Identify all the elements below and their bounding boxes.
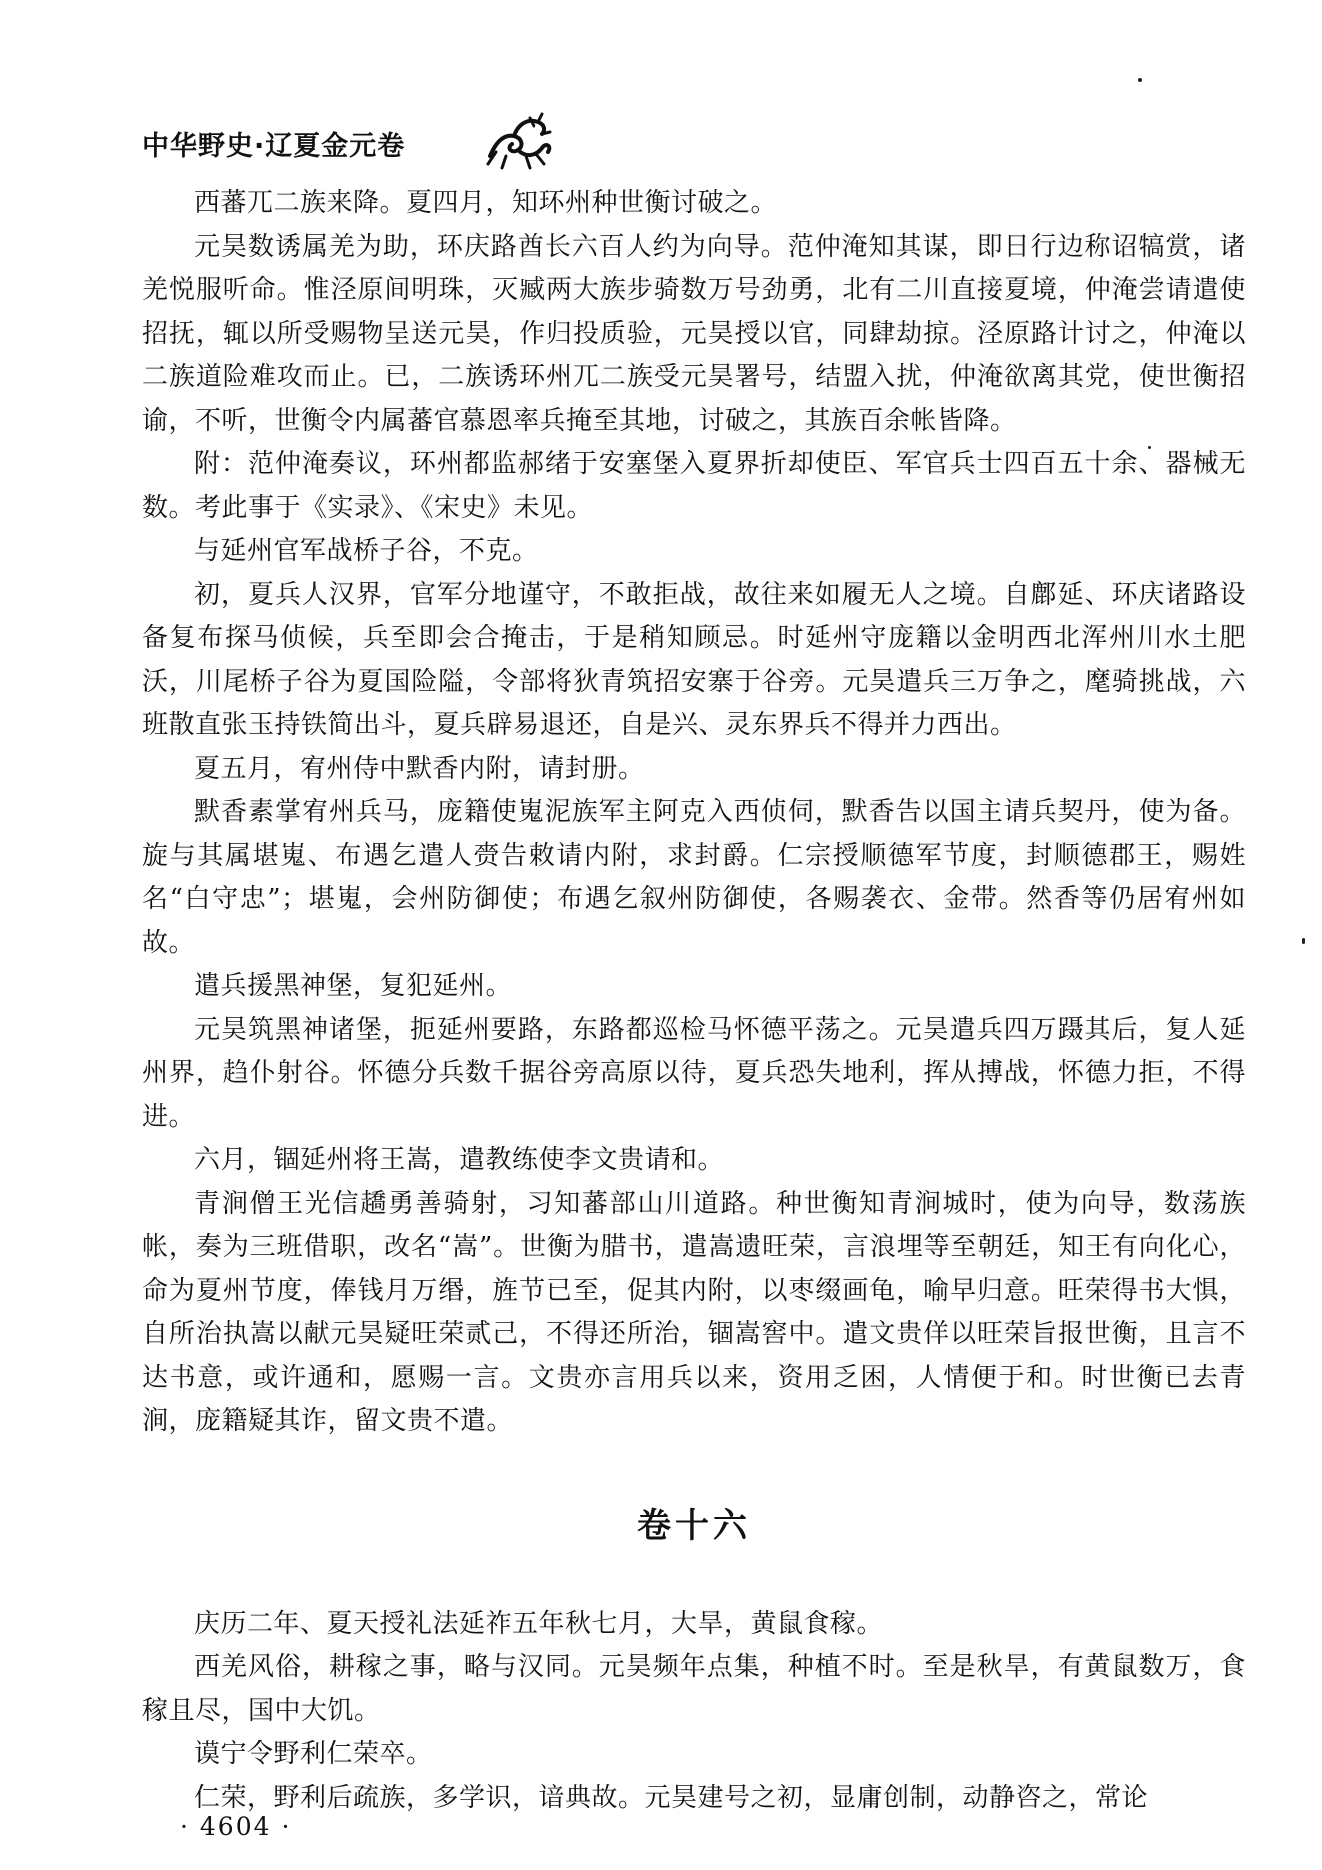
paragraph: 夏五月，宥州侍中默香内附，请封册。: [194, 753, 645, 784]
paragraph: 附：范仲淹奏议，环州都监郝绪于安塞堡入夏界折却使臣、军官兵士四百五十余、器械无数。考此事于《实录》、《宋史》未见。: [142, 449, 1246, 523]
section-title: 卷十六: [637, 1505, 751, 1546]
paragraph: 遣兵援黑神堡，复犯延州。: [194, 971, 513, 1001]
book-title: 中华野史·辽夏金元卷: [142, 131, 406, 162]
paragraph: 默香素掌宥州兵马，庞籍使嵬泥族军主阿克入西侦伺，默香告以国主请兵契丹，使为备。旋与其属堪嵬、布遇乞遣人赍告敕请内附，求封爵。仁宗授顺德军节度，封顺德郡王，赐姓名“白守忠”；堪嵬，会州防御使；布遇乞叙州防御使，各赐袭衣、金带。然香等仍居宥州如故。: [142, 797, 1246, 958]
paragraph: 仁荣，野利后疏族，多学识，谙典故。元昊建号之初，显庸创制，动静咨之，常论: [194, 1782, 1149, 1813]
paragraph: 谟宁令野利仁荣卒。: [194, 1739, 433, 1769]
running-header: [142, 112, 1242, 172]
paragraph: 庆历二年、夏天授礼法延祚五年秋七月，大旱，黄鼠食稼。: [194, 1608, 884, 1639]
page-number: · 4604 ·: [180, 1812, 292, 1841]
paragraph: 元昊筑黑神诸堡，扼延州要路，东路都巡检马怀德平荡之。元昊遣兵四万蹑其后，复人延州界，趋仆射谷。怀德分兵数千据谷旁高原以待，夏兵恐失地利，挥从搏战，怀德力拒，不得进。: [142, 1014, 1246, 1132]
scan-speck: [1138, 78, 1142, 82]
paragraph: 与延州官军战桥子谷，不克。: [194, 536, 539, 566]
scan-speck: [1302, 938, 1305, 944]
paragraph: 初，夏兵人汉界，官军分地谨守，不敢拒战，故往来如履无人之境。自鄜延、环庆诸路设备复布探马侦候，兵至即会合掩击，于是稍知顾忌。时延州守庞籍以金明西北浑州川水土肥沃，川尾桥子谷为夏国险隘，令部将狄青筑招安寨于谷旁。元昊遣兵三万争之，麾骑挑战，六班散直张玉持铁简出斗，夏兵辟易退还，自是兴、灵东界兵不得并力西出。: [142, 579, 1246, 740]
scan-speck: [1148, 446, 1151, 449]
page-body: [142, 182, 1246, 1820]
paragraph: 西羌风俗，耕稼之事，略与汉同。元昊频年点集，种植不时。至是秋旱，有黄鼠数万，食稼且尽，国中大饥。: [142, 1652, 1246, 1726]
paragraph: 六月，锢延州将王嵩，遣教练使李文贵请和。: [194, 1145, 725, 1175]
dragon-emblem-icon: [482, 112, 556, 170]
paragraph: 青涧僧王光信趫勇善骑射，习知蕃部山川道路。种世衡知青涧城时，使为向导，数荡族帐，奏为三班借职，改名“嵩”。世衡为腊书，遣嵩遗旺荣，言浪埋等至朝廷，知王有向化心，命为夏州节度，俸钱月万缗，旌节已至，促其内附，以枣缀画龟，喻早归意。旺荣得书大惧，自所治执嵩以献元昊疑旺荣贰己，不得还所治，锢嵩窖中。遣文贵佯以旺荣旨报世衡，且言不达书意，或许通和，愿赐一言。文贵亦言用兵以来，资用乏困，人情便于和。时世衡已去青涧，庞籍疑其诈，留文贵不遣。: [142, 1188, 1246, 1436]
paragraph: 元昊数诱属羌为助，环庆路酋长六百人约为向导。范仲淹知其谋，即日行边称诏犒赏，诸羌悦服听命。惟泾原间明珠，灭臧两大族步骑数万号劲勇，北有二川直接夏境，仲淹尝请遣使招抚，辄以所受赐物呈送元昊，作归投质验，元昊授以官，同肆劫掠。泾原路计讨之，仲淹以二族道险难攻而止。已，二族诱环州兀二族受元昊署号，结盟入扰，仲淹欲离其党，使世衡招谕，不听，世衡令内属蕃官慕恩率兵掩至其地，讨破之，其族百余帐皆降。: [142, 231, 1246, 436]
paragraph: 西蕃兀二族来降。夏四月，知环州种世衡讨破之。: [194, 188, 778, 218]
